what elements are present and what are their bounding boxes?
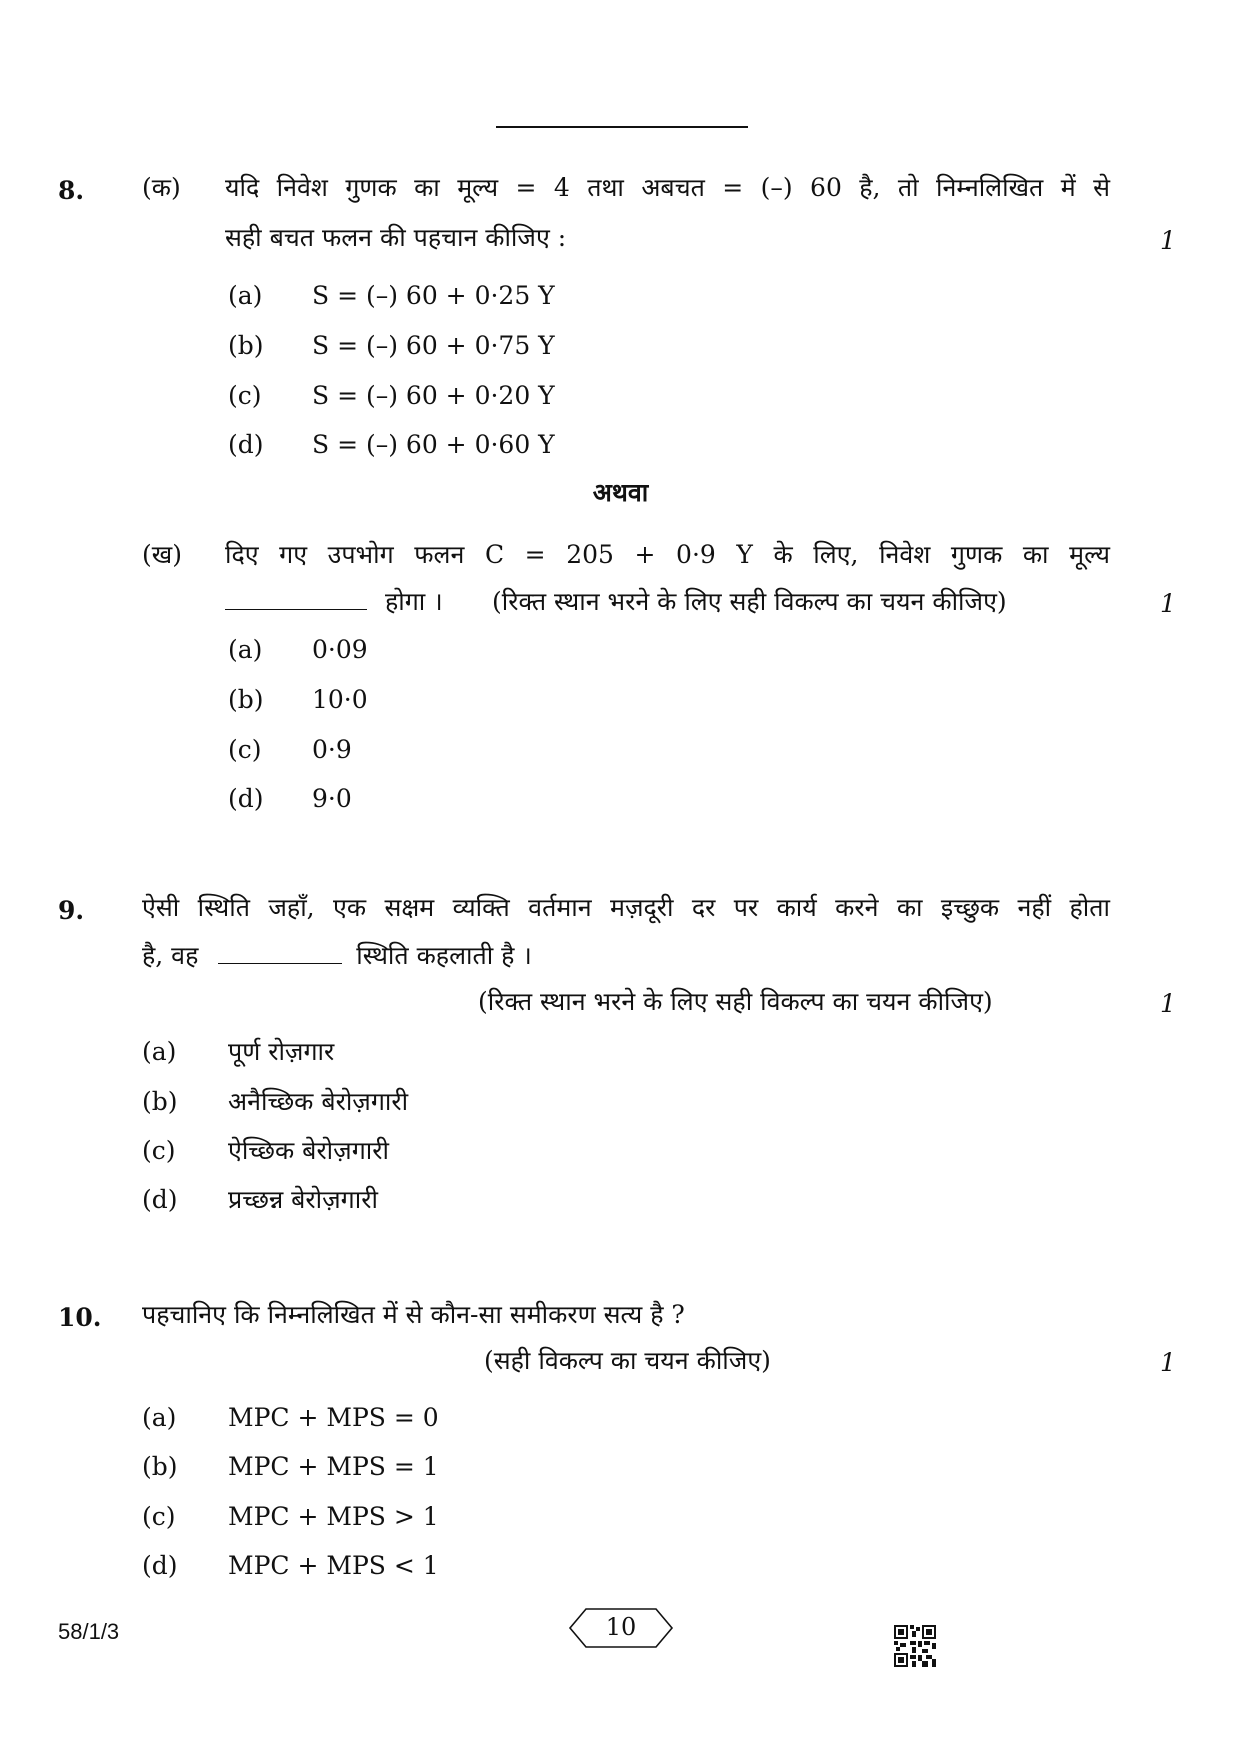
- qr-code-icon: [894, 1625, 936, 1667]
- q10-mark: 1: [1160, 1348, 1176, 1377]
- q8-part-a-label: (क): [142, 173, 181, 202]
- question-10-number: 10.: [58, 1303, 102, 1332]
- q8a-option-text: S = (–) 60 + 0·20 Y: [312, 381, 555, 410]
- q8b-option-label: (d): [228, 784, 264, 813]
- q9-option-label: (c): [142, 1136, 176, 1165]
- q9-line2-start: है, वह: [142, 941, 199, 970]
- question-8-number: 8.: [58, 176, 85, 205]
- q8b-option-label: (a): [228, 635, 263, 664]
- q9-line1: ऐसी स्थिति जहाँ, एक सक्षम व्यक्ति वर्तमान मज़दूरी दर पर कार्य करने का इच्छुक नहीं होता: [142, 893, 1110, 922]
- q8-part-b-instruction: (रिक्त स्थान भरने के लिए सही विकल्प का चयन कीजिए): [492, 587, 1007, 616]
- q8-part-b-line1: दिए गए उपभोग फलन C = 205 + 0·9 Y के लिए, निवेश गुणक का मूल्य: [225, 540, 1110, 569]
- q8a-option-text: S = (–) 60 + 0·75 Y: [312, 331, 555, 360]
- q9-line2-end: स्थिति कहलाती है ।: [356, 941, 532, 970]
- q8b-option-text: 9·0: [312, 784, 352, 813]
- page-number-badge: [568, 1607, 674, 1649]
- q8b-option-label: (b): [228, 685, 264, 714]
- q10-option-label: (d): [142, 1551, 178, 1580]
- q8a-option-label: (d): [228, 430, 264, 459]
- q8b-option-text: 0·9: [312, 735, 352, 764]
- q8-part-b-mark: 1: [1160, 589, 1176, 618]
- q8a-option-label: (a): [228, 281, 263, 310]
- q10-option-text: MPC + MPS > 1: [228, 1502, 439, 1531]
- question-9-number: 9.: [58, 896, 85, 925]
- q8b-option-label: (c): [228, 735, 262, 764]
- q9-mark: 1: [1160, 989, 1176, 1018]
- paper-code: 58/1/3: [58, 1619, 120, 1644]
- q9-instruction: (रिक्त स्थान भरने के लिए सही विकल्प का चयन कीजिए): [478, 987, 993, 1016]
- page-number: 10: [605, 1613, 637, 1641]
- q10-option-label: (a): [142, 1403, 177, 1432]
- q8-part-a-mark: 1: [1160, 226, 1176, 255]
- q9-option-text: अनैच्छिक बेरोज़गारी: [228, 1087, 409, 1116]
- q10-instruction: (सही विकल्प का चयन कीजिए): [484, 1346, 771, 1375]
- fill-in-blank: [218, 941, 342, 964]
- q8-part-b-line2: होगा ।: [384, 587, 443, 616]
- q9-option-text: प्रच्छन्न बेरोज़गारी: [228, 1185, 378, 1214]
- q9-option-label: (a): [142, 1037, 177, 1066]
- q9-option-label: (b): [142, 1087, 178, 1116]
- q9-option-text: ऐच्छिक बेरोज़गारी: [228, 1136, 389, 1165]
- q8b-option-text: 10·0: [312, 685, 368, 714]
- q10-option-text: MPC + MPS < 1: [228, 1551, 439, 1580]
- q10-option-label: (b): [142, 1452, 178, 1481]
- q8a-option-label: (c): [228, 381, 262, 410]
- q10-line1: पहचानिए कि निम्नलिखित में से कौन-सा समीकरण सत्य है ?: [142, 1300, 685, 1329]
- q9-option-label: (d): [142, 1185, 178, 1214]
- q10-option-text: MPC + MPS = 0: [228, 1403, 439, 1432]
- fill-in-blank: [225, 587, 367, 610]
- q8-part-a-line2: सही बचत फलन की पहचान कीजिए :: [225, 223, 567, 252]
- q8b-option-text: 0·09: [312, 635, 368, 664]
- q9-option-text: पूर्ण रोज़गार: [228, 1037, 335, 1066]
- or-heading: अथवा: [592, 478, 649, 507]
- top-rule: [496, 126, 748, 128]
- q8a-option-text: S = (–) 60 + 0·25 Y: [312, 281, 555, 310]
- q8-part-a-line1: यदि निवेश गुणक का मूल्य = 4 तथा अबचत = (–) 60 है, तो निम्नलिखित में से: [225, 173, 1110, 202]
- q8-part-b-label: (ख): [142, 540, 182, 569]
- q8a-option-text: S = (–) 60 + 0·60 Y: [312, 430, 555, 459]
- q10-option-text: MPC + MPS = 1: [228, 1452, 439, 1481]
- q10-option-label: (c): [142, 1502, 176, 1531]
- q8a-option-label: (b): [228, 331, 264, 360]
